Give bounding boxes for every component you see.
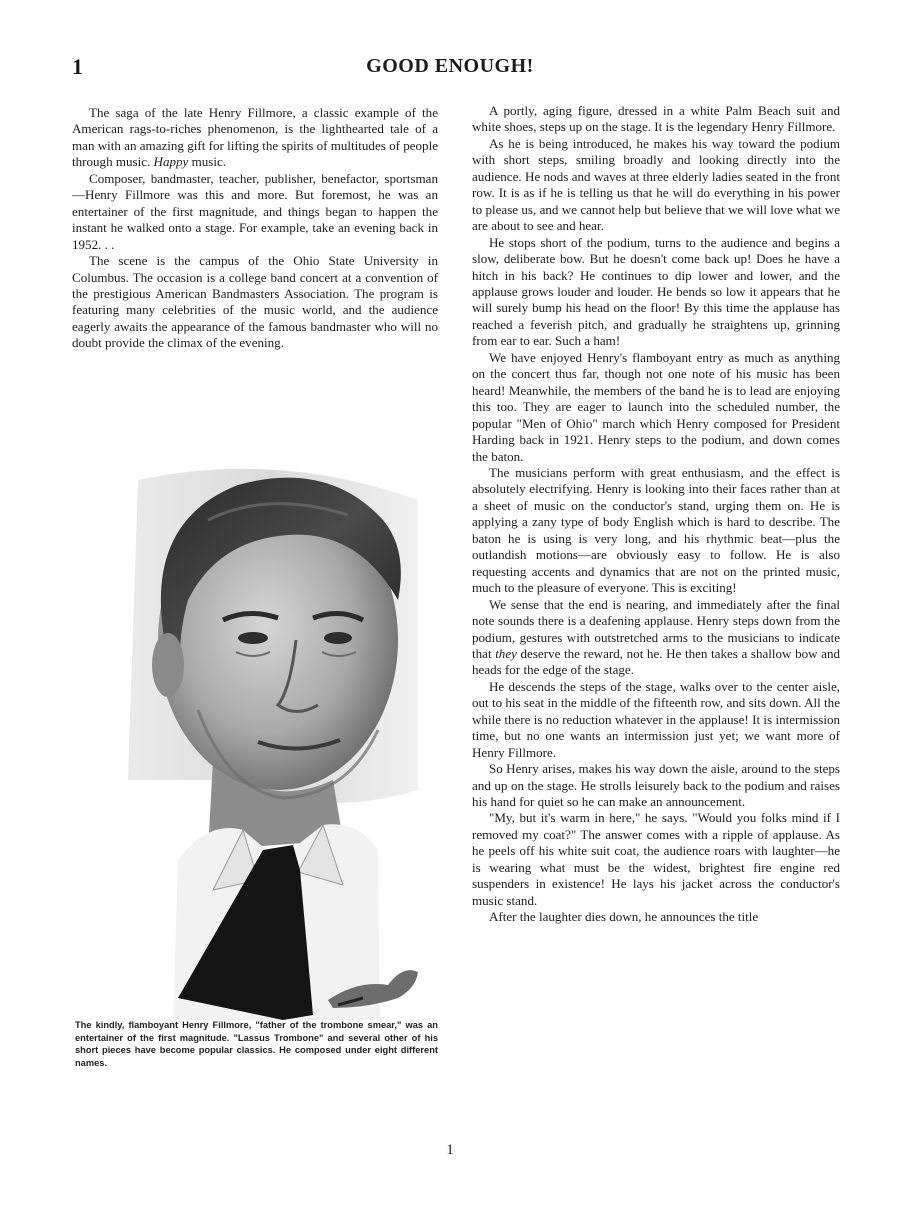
paragraph: As he is being introduced, he makes his way toward the podium with short steps, smiling broadly and looking directly into the audience. He nods and waves at three elderly ladies seated in the front row. It is as if he is telling us that he will do everything in his power to please us, and we cannot help but believe that we will love what we are about to see and hear. bbox=[472, 135, 840, 234]
henry-fillmore-portrait-photo bbox=[118, 460, 440, 1020]
right-text-column bbox=[472, 103, 840, 926]
paragraph: The musicians perform with great enthusiasm, and the effect is absolutely electrifying. Henry is looking into their faces rather than at a sheet of music on the conductor's stand, urging them on. He is applying a zany type of body English which is hard to describe. The baton he is using is very long, and his rhythmic beat—plus the outlandish motions—are obviously easy to follow. He is also requesting accents and dynamics that are not on the printed music, much to the pleasure of everyone. This is exciting! bbox=[472, 464, 840, 596]
paragraph: After the laughter dies down, he announces the title bbox=[489, 909, 759, 925]
paragraph: We have enjoyed Henry's flamboyant entry as much as anything on the concert thus far, though not one note of his music has been heard! Meanwhile, the members of the band he is to lead are enjoying this too. They are eager to launch into the scheduled number, the popular "Men of Ohio" march which Henry composed for President Harding back in 1921. Henry steps to the podium, and down comes the baton. bbox=[472, 349, 840, 464]
paragraph: So Henry arises, makes his way down the aisle, around to the steps and up on the stage. He strolls leisurely back to the podium and raises his hand for quiet so he can make an announcement. bbox=[472, 761, 840, 810]
paragraph: We sense that the end is nearing, and immediately after the final note sounds there is a deafening applause. Henry steps down from the podium, gestures with outstretched arms to the musicians to indicate that they deserve the reward, not he. He then takes a shallow bow and heads for the edge of the stage. bbox=[472, 596, 840, 678]
paragraph: He stops short of the podium, turns to the audience and begins a slow, deliberate bow. But he doesn't come back up! Does he have a hitch in his back? He continues to dip lower and lower, and the applause grows louder and louder. He bends so low it appears that he will surely bump his head on the floor! By this time the applause has reached a feverish pitch, and gradually he straightens up, grinning from ear to ear. Such a ham! bbox=[472, 234, 840, 349]
paragraph: "My, but it's warm in here," he says. "Would you folks mind if I removed my coat?" The answer comes with a ripple of applause. As he peels off his white suit coat, the audience roars with laughter—he is wearing what must be the widest, brightest fire engine red suspenders in existence! He lays his jacket across the conductor's music stand. bbox=[472, 810, 840, 908]
chapter-title: GOOD ENOUGH! bbox=[366, 55, 534, 77]
paragraph: A portly, aging figure, dressed in a white Palm Beach suit and white shoes, steps up on the stage. It is the legendary Henry Fillmore. bbox=[472, 103, 840, 135]
paragraph: He descends the steps of the stage, walks over to the center aisle, out to his seat in the middle of the fifteenth row, and sits down. All the while there is no reduction whatever in the applause! It is intermission time, but no one wants an intermission just yet; we want more of Henry Fillmore. bbox=[472, 678, 840, 760]
left-text-column bbox=[72, 105, 438, 352]
paragraph: The scene is the campus of the Ohio State University in Columbus. The occasion is a college band concert at a convention of the prestigious American Bandmasters Association. The program is featuring many celebrities of the music world, and the audience eagerly awaits the appearance of the famous bandmaster who will no doubt provide the climax of the evening. bbox=[72, 253, 438, 351]
chapter-number: 1 bbox=[72, 54, 83, 79]
paragraph: Composer, bandmaster, teacher, publisher, benefactor, sportsman—Henry Fillmore was this and more. But foremost, he was an entertainer of the first magnitude, and things began to happen the instant he walked onto a stage. For example, take an evening back in 1952. . . bbox=[72, 170, 438, 252]
photo-caption: The kindly, flamboyant Henry Fillmore, "father of the trombone smear," was an entertainer of the first magnitude. "Lassus Trombone" and several other of his short pieces have become popular classics. He composed under eight different names. bbox=[75, 1020, 438, 1068]
paragraph: The saga of the late Henry Fillmore, a classic example of the American rags-to-riches phenomenon, is the lighthearted tale of a man with an amazing gift for lifting the spirits of multitudes of people through music. Happy music. bbox=[72, 105, 438, 170]
page-number: 1 bbox=[446, 1142, 454, 1158]
